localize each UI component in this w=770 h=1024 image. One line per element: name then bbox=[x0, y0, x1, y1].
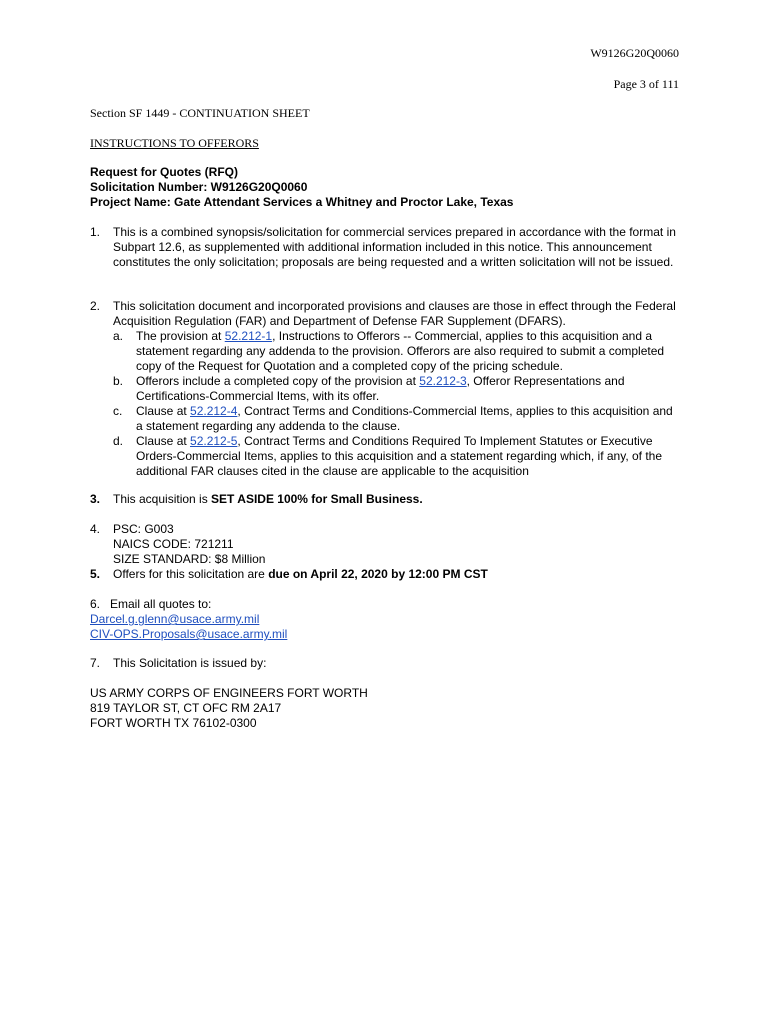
far-link-52-212-4[interactable]: 52.212-4 bbox=[190, 404, 238, 418]
item-number: 3. bbox=[90, 492, 101, 506]
item-3: 3. This acquisition is SET ASIDE 100% for Small Business. bbox=[90, 492, 423, 506]
issuer-address bbox=[90, 686, 690, 731]
sub-item-b: b. Offerors include a completed copy of the provision at 52.212-3, Offeror Representations and Certifications-Commercial Items, with its offer. bbox=[113, 374, 625, 403]
psc-code: PSC: G003 bbox=[113, 522, 174, 536]
item-7 bbox=[90, 656, 690, 671]
section-title: Section SF 1449 - CONTINUATION SHEET bbox=[90, 106, 310, 120]
set-aside-text: SET ASIDE 100% for Small Business. bbox=[211, 492, 423, 506]
sub-item-a: a. The provision at 52.212-1, Instructions to Offerors -- Commercial, applies to this acquisition and a statement regarding any addenda to the provision. Offerors are also required to submit a completed copy of the Request for Quotation and a completed copy of the pricing schedule. bbox=[113, 329, 665, 373]
address-line-2: 819 TAYLOR ST, CT OFC RM 2A17 bbox=[90, 701, 282, 715]
item-2 bbox=[90, 299, 680, 479]
item-text: This Solicitation is issued by: bbox=[113, 656, 267, 670]
page-number: Page 3 of 111 bbox=[613, 77, 679, 91]
sub-letter: d. bbox=[113, 434, 124, 448]
email-label: 6. Email all quotes to: bbox=[90, 597, 212, 611]
instructions-heading: INSTRUCTIONS TO OFFERORS bbox=[90, 136, 259, 150]
size-standard: SIZE STANDARD: $8 Million bbox=[113, 552, 266, 566]
sub-letter: c. bbox=[113, 404, 123, 418]
item-number: 5. bbox=[90, 567, 101, 581]
item-text: This is a combined synopsis/solicitation for commercial services prepared in accordance with the format in Subpart 12.6, as supplemented with additional information included in this notice. This announcement constitutes the only solicitation; proposals are being requested and a written solicitation will not be issued. bbox=[113, 225, 676, 269]
item-1 bbox=[90, 225, 690, 270]
item-text: This solicitation document and incorporated provisions and clauses are those in effect through the Federal Acquisition Regulation (FAR) and Department of Defense FAR Supplement (DFARS). bbox=[113, 299, 676, 328]
naics-code: NAICS CODE: 721211 bbox=[113, 537, 234, 551]
item-4 bbox=[90, 522, 690, 567]
sub-letter: b. bbox=[113, 374, 124, 388]
sub-letter: a. bbox=[113, 329, 124, 343]
sub-item-d: d. Clause at 52.212-5, Contract Terms and Conditions Required To Implement Statutes or Executive Orders-Commercial Items, applies to this acquisition and a statement regarding which, if any, of the additional FAR clauses cited in the clause are applicable to the acquisition bbox=[113, 434, 663, 478]
rfq-title: Request for Quotes (RFQ) bbox=[90, 165, 239, 179]
address-line-1: US ARMY CORPS OF ENGINEERS FORT WORTH bbox=[90, 686, 368, 700]
email-link-glenn[interactable]: Darcel.g.glenn@usace.army.mil bbox=[90, 612, 260, 626]
far-link-52-212-1[interactable]: 52.212-1 bbox=[224, 329, 273, 343]
far-link-52-212-3[interactable]: 52.212-3 bbox=[419, 374, 467, 388]
document-id: W9126G20Q0060 bbox=[590, 46, 679, 60]
item-number: 1. bbox=[90, 225, 101, 239]
item-6 bbox=[90, 597, 690, 642]
item-number: 2. bbox=[90, 299, 101, 313]
email-link-civ-ops[interactable]: CIV-OPS.Proposals@usace.army.mil bbox=[90, 627, 288, 641]
item-number: 7. bbox=[90, 656, 101, 670]
address-line-3: FORT WORTH TX 76102-0300 bbox=[90, 716, 257, 730]
project-name: Project Name: Gate Attendant Services a Whitney and Proctor Lake, Texas bbox=[90, 195, 514, 209]
rfq-block bbox=[90, 165, 513, 210]
item-number: 4. bbox=[90, 522, 101, 536]
sub-item-c: c. Clause at 52.212-4, Contract Terms and Conditions-Commercial Items, applies to this acquisition and a statement regarding any addenda to the clause. bbox=[113, 404, 673, 433]
due-date: due on April 22, 2020 by 12:00 PM CST bbox=[268, 567, 488, 581]
item-5: 5. Offers for this solicitation are due on April 22, 2020 by 12:00 PM CST bbox=[90, 567, 488, 581]
solicitation-number: Solicitation Number: W9126G20Q0060 bbox=[90, 180, 308, 194]
far-link-52-212-5[interactable]: 52.212-5 bbox=[190, 434, 238, 448]
